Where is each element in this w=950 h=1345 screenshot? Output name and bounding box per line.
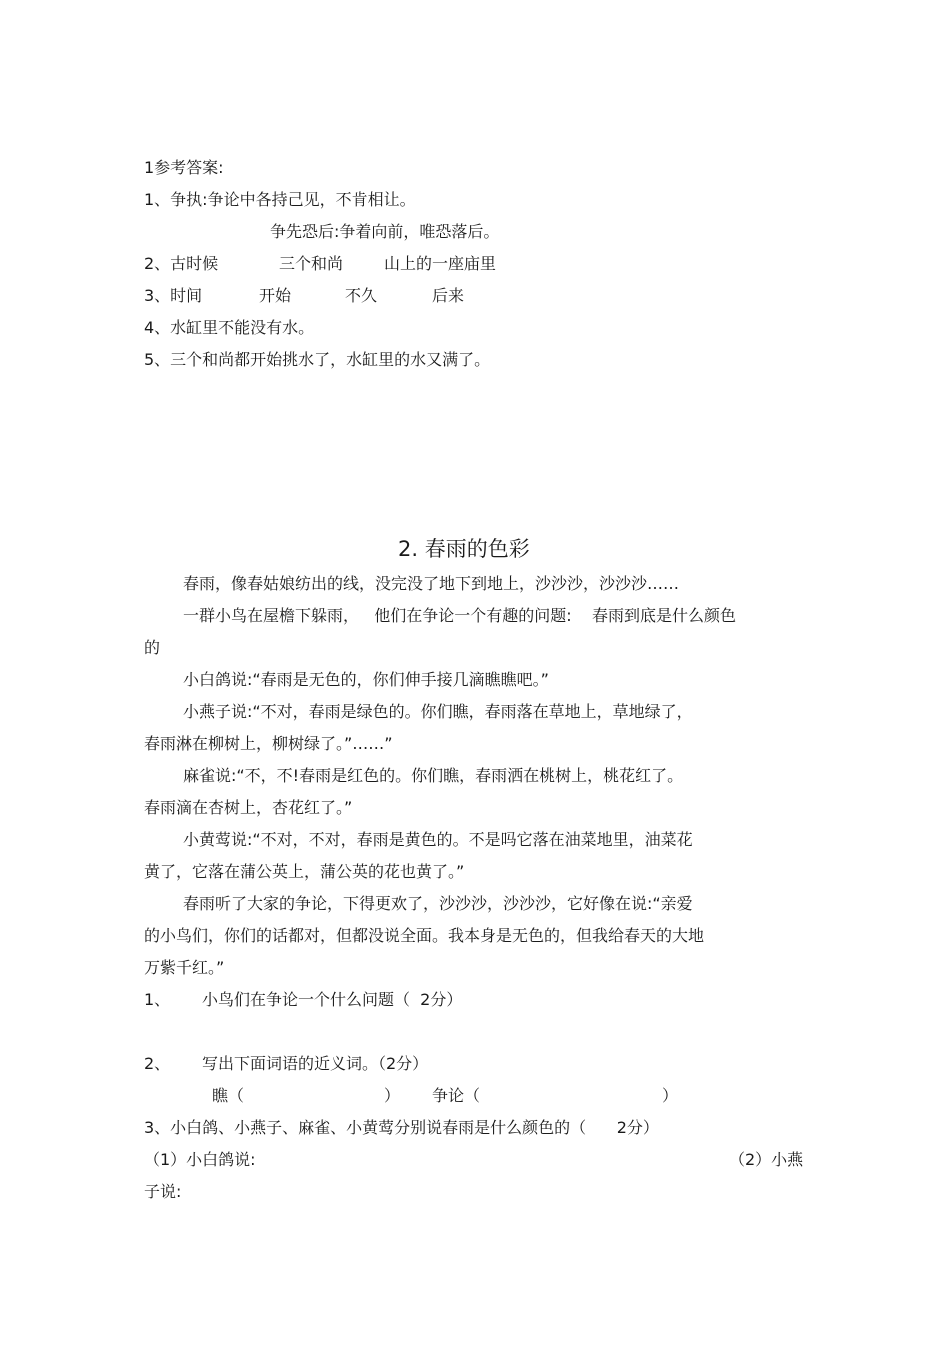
answer-3-b: 开始 — [259, 286, 292, 305]
answer-heading: 1参考答案: — [144, 158, 224, 177]
story-paragraph-7-line-2: 的小鸟们，你们的话都对，但都没说全面。我本身是无色的，但我给春天的大地 — [144, 926, 705, 945]
answer-2-b: 三个和尚 — [279, 254, 344, 273]
answer-3-a: 3、时间 — [144, 286, 203, 305]
story-paragraph-6-line-1: 小黄莺说:“不对，不对，春雨是黄色的。不是吗它落在油菜地里，油菜花 — [183, 830, 693, 849]
answer-1: 1、争执:争论中各持己见，不肯相让。 — [144, 190, 416, 209]
question-3-part-2: （2）小燕 — [729, 1150, 804, 1169]
story-paragraph-4-line-1: 小燕子说:“不对，春雨是绿色的。你们瞧，春雨落在草地上，草地绿了， — [183, 702, 693, 721]
answer-3-d: 后来 — [432, 286, 465, 305]
question-2-word-2-close: ） — [662, 1086, 679, 1105]
answer-2-c: 山上的一座庙里 — [384, 254, 497, 273]
question-1: 小鸟们在争论一个什么问题（ 2分） — [202, 990, 463, 1009]
answer-3-c: 不久 — [345, 286, 378, 305]
answer-4: 4、水缸里不能没有水。 — [144, 318, 315, 337]
story-paragraph-2-line-1: 一群小鸟在屋檐下躲雨， 他们在争论一个有趣的问题: 春雨到底是什么颜色 — [183, 606, 736, 625]
answer-1b: 争先恐后:争着向前，唯恐落后。 — [270, 222, 500, 241]
story-paragraph-1: 春雨，像春姑娘纺出的线，没完没了地下到地上，沙沙沙，沙沙沙…… — [183, 574, 680, 593]
story-paragraph-5-line-1: 麻雀说:“不，不!春雨是红色的。你们瞧，春雨洒在桃树上，桃花红了。 — [183, 766, 684, 785]
story-paragraph-6-line-2: 黄了，它落在蒲公英上，蒲公英的花也黄了。” — [144, 862, 465, 881]
question-3: 3、小白鸽、小燕子、麻雀、小黄莺分别说春雨是什么颜色的（ 2分） — [144, 1118, 659, 1137]
question-2: 写出下面词语的近义词。（2分） — [202, 1054, 429, 1073]
story-paragraph-5-line-2: 春雨滴在杏树上，杏花红了。” — [144, 798, 353, 817]
story-paragraph-2-line-2: 的 — [144, 638, 161, 657]
question-2-word-1: 瞧（ — [212, 1086, 245, 1105]
story-paragraph-7-line-3: 万紫千红。” — [144, 958, 225, 977]
question-3-part-2-cont: 子说: — [144, 1182, 182, 1201]
story-paragraph-3: 小白鸽说:“春雨是无色的，你们伸手接几滴瞧瞧吧。” — [183, 670, 549, 689]
question-1-number: 1、 — [144, 990, 171, 1009]
question-2-number: 2、 — [144, 1054, 171, 1073]
story-title: 2. 春雨的色彩 — [398, 537, 530, 561]
story-paragraph-4-line-2: 春雨淋在柳树上，柳树绿了。”……” — [144, 734, 393, 753]
question-2-word-2: 争论（ — [432, 1086, 481, 1105]
answer-5: 5、三个和尚都开始挑水了，水缸里的水又满了。 — [144, 350, 491, 369]
question-3-part-1: （1）小白鸽说: — [144, 1150, 256, 1169]
question-2-word-1-close: ） — [384, 1086, 401, 1105]
answer-2-a: 2、古时候 — [144, 254, 219, 273]
story-paragraph-7-line-1: 春雨听了大家的争论，下得更欢了，沙沙沙，沙沙沙，它好像在说:“亲爱 — [183, 894, 693, 913]
